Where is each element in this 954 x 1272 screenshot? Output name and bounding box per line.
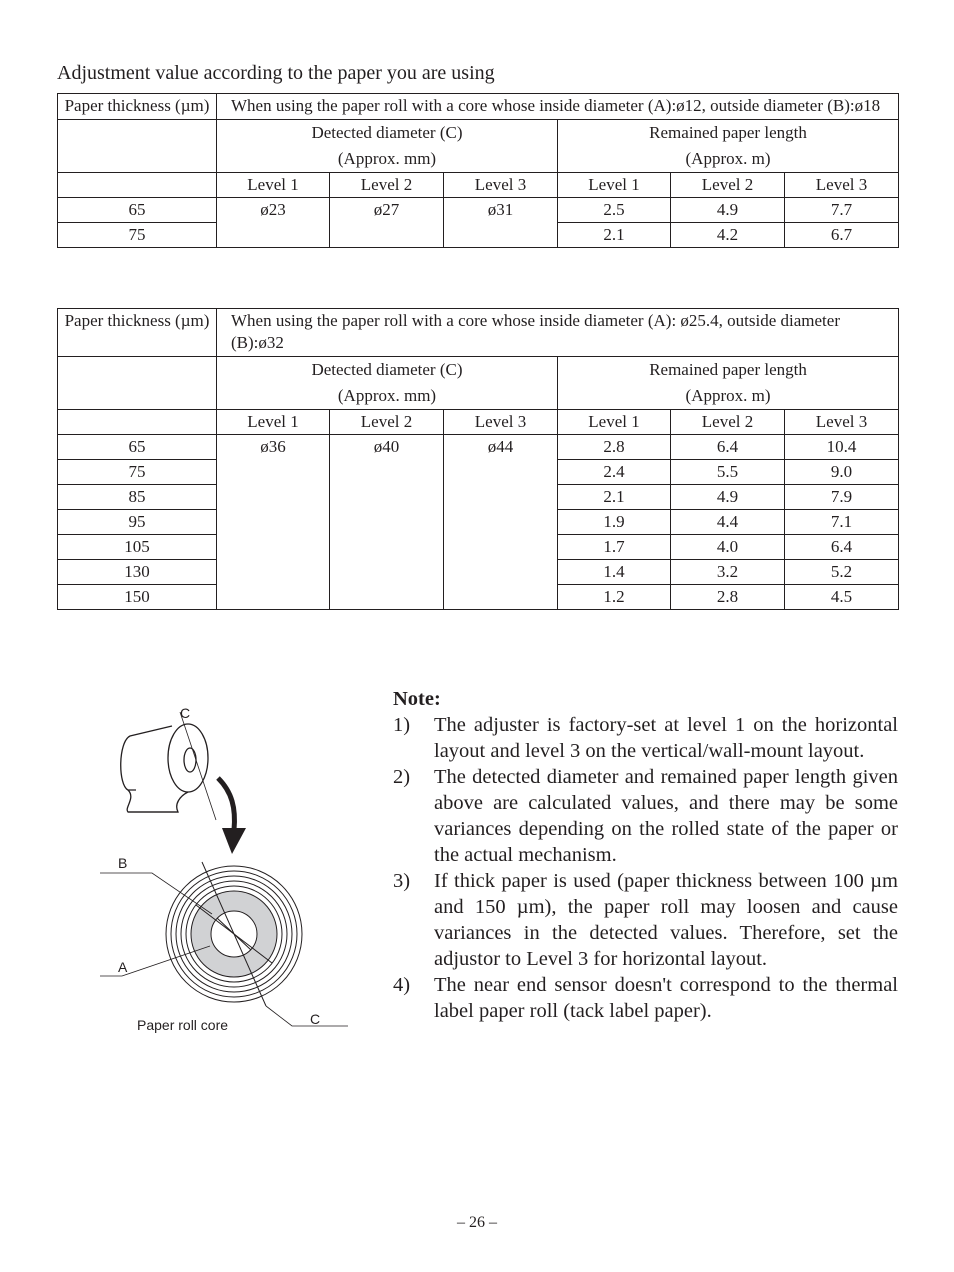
thickness-cell: 65 bbox=[58, 198, 217, 223]
remained-value: 4.9 bbox=[671, 198, 785, 223]
header-line: (Approx. m) bbox=[685, 149, 771, 168]
thickness-cell: 95 bbox=[58, 510, 217, 535]
remained-length-header bbox=[558, 357, 899, 410]
header-line: Remained paper length bbox=[649, 123, 807, 142]
note-text: The near end sensor doesn't correspond to the thermal label paper roll (tack label paper). bbox=[434, 974, 898, 1022]
remained-value: 2.1 bbox=[558, 223, 671, 248]
level-header: Level 3 bbox=[444, 410, 558, 435]
detected-value: ø27 bbox=[330, 198, 444, 248]
note-title: Note: bbox=[393, 688, 441, 710]
label-a: A bbox=[118, 959, 128, 975]
note-item bbox=[393, 868, 898, 972]
empty-cell bbox=[58, 173, 217, 198]
note-item bbox=[393, 712, 898, 764]
note-number: 4) bbox=[393, 974, 411, 996]
thickness-cell: 150 bbox=[58, 585, 217, 610]
empty-cell bbox=[58, 410, 217, 435]
header-line: (Approx. m) bbox=[685, 386, 771, 405]
header-line: Detected diameter (C) bbox=[311, 123, 463, 142]
adjustment-table-core-25 bbox=[57, 308, 899, 610]
level-header: Level 1 bbox=[217, 173, 330, 198]
thickness-cell: 75 bbox=[58, 460, 217, 485]
note-text: The adjuster is factory-set at level 1 on the horizontal layout and level 3 on the vertical/wall-mount layout. bbox=[434, 714, 898, 762]
remained-value: 1.4 bbox=[558, 560, 671, 585]
detected-value: ø31 bbox=[444, 198, 558, 248]
remained-value: 1.7 bbox=[558, 535, 671, 560]
level-header: Level 1 bbox=[558, 173, 671, 198]
roll-description: When using the paper roll with a core whose inside diameter (A):ø12, outside diameter (B):ø18 bbox=[217, 94, 899, 120]
remained-value: 2.5 bbox=[558, 198, 671, 223]
level-header: Level 2 bbox=[671, 173, 785, 198]
empty-cell bbox=[58, 120, 217, 173]
remained-value: 9.0 bbox=[785, 460, 899, 485]
remained-value: 5.5 bbox=[671, 460, 785, 485]
note-number: 2) bbox=[393, 766, 411, 788]
note-text: If thick paper is used (paper thickness between 100 µm and 150 µm), the paper roll may loosen and cause variances in the detected values. Therefore, set the adjustor to Level 3 for horizontal layout. bbox=[434, 870, 898, 970]
remained-value: 7.7 bbox=[785, 198, 899, 223]
note-item bbox=[393, 972, 898, 1024]
remained-value: 1.9 bbox=[558, 510, 671, 535]
section-heading: Adjustment value according to the paper you are using bbox=[57, 62, 495, 84]
label-c-bottom: C bbox=[310, 1011, 321, 1027]
remained-value: 6.4 bbox=[671, 435, 785, 460]
thickness-cell: 75 bbox=[58, 223, 217, 248]
remained-value: 4.9 bbox=[671, 485, 785, 510]
remained-value: 7.9 bbox=[785, 485, 899, 510]
remained-value: 3.2 bbox=[671, 560, 785, 585]
paper-roll-front-icon bbox=[166, 862, 302, 1006]
detected-value: ø44 bbox=[444, 435, 558, 610]
level-header: Level 2 bbox=[671, 410, 785, 435]
adjustment-table-core-12 bbox=[57, 93, 899, 248]
remained-value: 4.4 bbox=[671, 510, 785, 535]
remained-value: 5.2 bbox=[785, 560, 899, 585]
page-number: – 26 – bbox=[457, 1214, 497, 1231]
header-line: Remained paper length bbox=[649, 360, 807, 379]
paper-roll-diagram bbox=[96, 700, 356, 1040]
note-text: The detected diameter and remained paper length given above are calculated values, and there may be some variances depending on the rolled state of the paper or the actual mechanism. bbox=[434, 766, 898, 866]
thickness-cell: 130 bbox=[58, 560, 217, 585]
label-b: B bbox=[118, 855, 128, 871]
paper-roll-side-icon bbox=[121, 724, 208, 812]
remained-value: 6.7 bbox=[785, 223, 899, 248]
remained-value: 2.8 bbox=[558, 435, 671, 460]
detected-value: ø23 bbox=[217, 198, 330, 248]
detected-value: ø40 bbox=[330, 435, 444, 610]
detected-diameter-header bbox=[217, 357, 558, 410]
note-number: 1) bbox=[393, 714, 411, 736]
header-line: (Approx. mm) bbox=[337, 149, 437, 168]
remained-value: 6.4 bbox=[785, 535, 899, 560]
remained-length-header bbox=[558, 120, 899, 173]
note-item bbox=[393, 764, 898, 868]
remained-value: 10.4 bbox=[785, 435, 899, 460]
label-paper-roll-core: Paper roll core bbox=[137, 1017, 229, 1033]
detected-value: ø36 bbox=[217, 435, 330, 610]
thickness-cell: 85 bbox=[58, 485, 217, 510]
header-line: (Approx. mm) bbox=[337, 386, 437, 405]
remained-value: 4.0 bbox=[671, 535, 785, 560]
remained-value: 4.2 bbox=[671, 223, 785, 248]
remained-value: 2.1 bbox=[558, 485, 671, 510]
level-header: Level 3 bbox=[785, 173, 899, 198]
remained-value: 1.2 bbox=[558, 585, 671, 610]
remained-value: 7.1 bbox=[785, 510, 899, 535]
note-number: 3) bbox=[393, 870, 411, 892]
thickness-cell: 105 bbox=[58, 535, 217, 560]
thickness-cell: 65 bbox=[58, 435, 217, 460]
level-header: Level 3 bbox=[444, 173, 558, 198]
level-header: Level 3 bbox=[785, 410, 899, 435]
level-header: Level 2 bbox=[330, 410, 444, 435]
note-section bbox=[393, 686, 898, 1024]
level-header: Level 1 bbox=[558, 410, 671, 435]
level-header: Level 2 bbox=[330, 173, 444, 198]
empty-cell bbox=[58, 357, 217, 410]
remained-value: 4.5 bbox=[785, 585, 899, 610]
header-line: Detected diameter (C) bbox=[311, 360, 463, 379]
detected-diameter-header bbox=[217, 120, 558, 173]
level-header: Level 1 bbox=[217, 410, 330, 435]
roll-description: When using the paper roll with a core whose inside diameter (A): ø25.4, outside diameter (B):ø32 bbox=[217, 309, 899, 357]
remained-value: 2.4 bbox=[558, 460, 671, 485]
thickness-column-header: Paper thickness (µm) bbox=[58, 309, 217, 357]
label-c-top: C bbox=[180, 705, 191, 721]
thickness-column-header: Paper thickness (µm) bbox=[58, 94, 217, 120]
remained-value: 2.8 bbox=[671, 585, 785, 610]
arrow-down-icon bbox=[218, 778, 246, 854]
